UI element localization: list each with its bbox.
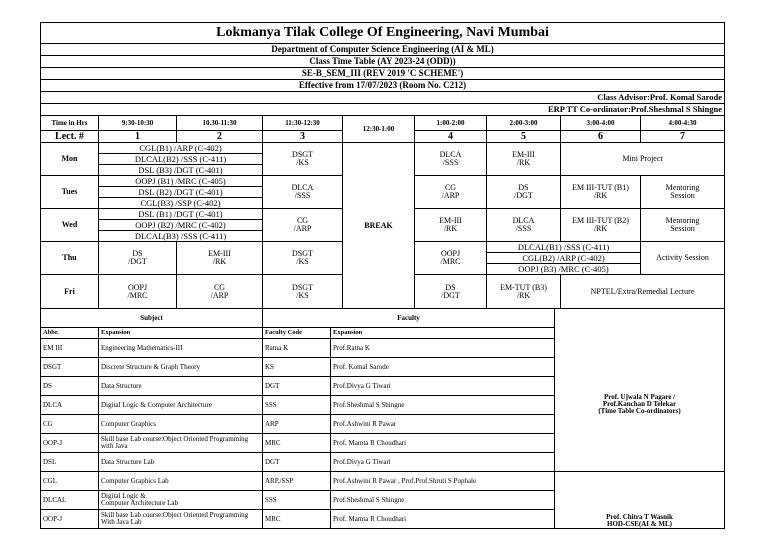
subject-abbr: DSGT [41, 358, 99, 377]
faculty-code: MRC [263, 434, 331, 453]
faculty-code: ARP,/SSP [263, 472, 331, 491]
faculty-expansion: Prof.Ashwini R Pawar , Prof.Prof.Shruti S Pophale [331, 472, 555, 491]
coordinators-note: Prof. Ujwala N Pagare / Prof.Kanchan D Telekar (Time Table Co-ordinators) [555, 339, 725, 472]
lab-slot: OOPJ (B3) /MRC (C-405) [518, 264, 609, 274]
lab-slot: DLCAL(B1) /SSS (C-411) [487, 242, 640, 253]
day-thu: Thu [41, 242, 99, 275]
time-slot: 10.30-11:30 [177, 116, 263, 131]
timetable-title: Class Time Table (AY 2023-24 (ODD)) [41, 56, 725, 68]
erp-coordinator: ERP TT Co-ordinator:Prof.Sheshmal S Shingne [41, 104, 725, 116]
time-slot: 12:30-1:00 [343, 116, 415, 143]
tutorial-cell: EM-TUT (B3) /RK [487, 275, 561, 309]
subject-heading: Subject [41, 309, 263, 328]
subject-abbr: OOP-J [41, 510, 99, 529]
lab-batches [99, 176, 263, 209]
blank-cell [555, 328, 725, 339]
time-slot: 1:00-2:00 [415, 116, 487, 131]
lect-number: 5 [487, 131, 561, 143]
day-tue: Tues [41, 176, 99, 209]
class-advisor: Class Advisor:Prof. Komal Sarode [41, 92, 725, 104]
faculty-expansion: Prof.Divya G Tiwari [331, 453, 555, 472]
lecture-cell: DLCA /SSS [263, 176, 343, 209]
subject-expansion: Computer Graphics [99, 415, 263, 434]
subject-expansion: Discrete Structure & Graph Theory [99, 358, 263, 377]
subject-abbr: CG [41, 415, 99, 434]
col-abbr: Abbr. [41, 328, 99, 339]
mentoring-cell: Mentoring Session [641, 176, 725, 209]
subject-abbr: DLCA [41, 396, 99, 415]
lecture-cell: CG /ARP [263, 209, 343, 242]
lab-slot: DLCAL(B2) /SSS (C-411) [99, 154, 262, 165]
break-cell: BREAK [343, 143, 415, 309]
lecture-cell: CG /ARP [177, 275, 263, 309]
subject-expansion: Skill base Lab course:Object Oriented Programming with Java [99, 434, 263, 453]
time-slot: 9:30-10:30 [99, 116, 177, 131]
time-slot: 3:00-4:00 [561, 116, 641, 131]
faculty-expansion: Prof.Sheshmal S Shingne [331, 491, 555, 510]
lecture-cell: OOPJ /MRC [415, 242, 487, 275]
lect-number: 2 [177, 131, 263, 143]
faculty-code: KS [263, 358, 331, 377]
lecture-cell: EM-III /RK [177, 242, 263, 275]
lect-number: 7 [641, 131, 725, 143]
class-name: SE-B_SEM_III (REV 2019 'C SCHEME') [41, 68, 725, 80]
lecture-cell: DLCA /SSS [415, 143, 487, 176]
legend-table [40, 308, 725, 529]
lab-batches [487, 242, 641, 275]
legend-row [41, 339, 725, 358]
lab-slot: DSL (B1) /DGT (C-401) [99, 209, 262, 220]
time-slot: 11:30-12:30 [263, 116, 343, 131]
lab-slot: DSL (B3) /DGT (C-401) [138, 165, 223, 175]
time-label: Time in Hrs [41, 116, 99, 131]
mentoring-cell: Mentoring Session [641, 209, 725, 242]
col-faculty-expansion: Expansion [331, 328, 555, 339]
day-wed: Wed [41, 209, 99, 242]
faculty-expansion: Prof. Komal Sarode [331, 358, 555, 377]
faculty-expansion: Prof.Ashwini R Pawar [331, 415, 555, 434]
time-slot: 4:00-4:30 [641, 116, 725, 131]
timetable-table [40, 22, 725, 309]
tutorial-cell: EM III-TUT (B2) /RK [561, 209, 641, 242]
lecture-cell: DSGT /KS [263, 242, 343, 275]
subject-expansion: Data Structure Lab [99, 453, 263, 472]
faculty-expansion: Prof.Divya G Tiwari [331, 377, 555, 396]
blank-cell [555, 309, 725, 328]
timetable-sheet [40, 22, 724, 529]
faculty-code: DGT [263, 377, 331, 396]
faculty-code: MRC [263, 510, 331, 529]
nptel-cell: NPTEL/Extra/Remedial Lecture [561, 275, 725, 309]
faculty-code: SSS [263, 396, 331, 415]
faculty-heading: Faculty [263, 309, 555, 328]
hod-note: Prof. Chitra T Wasnik HOD-CSE(AI & ML) [555, 472, 725, 529]
tutorial-cell: EM III-TUT (B1) /RK [561, 176, 641, 209]
lect-number: 3 [263, 131, 343, 143]
lab-slot: CGL(B2) /ARP (C-402) [487, 253, 640, 264]
col-expansion: Expansion [99, 328, 263, 339]
lect-number: 6 [561, 131, 641, 143]
lecture-cell: OOPJ /MRC [99, 275, 177, 309]
subject-expansion: Computer Graphics Lab [99, 472, 263, 491]
lecture-cell: DSGT /KS [263, 275, 343, 309]
subject-abbr: OOP-J [41, 434, 99, 453]
activity-cell: Activity Session [641, 242, 725, 275]
subject-abbr: DS [41, 377, 99, 396]
lab-slot: CGL(B1) /ARP (C-402) [99, 143, 262, 154]
faculty-expansion: Prof. Mamta R Choudhari [331, 434, 555, 453]
lab-batches [99, 209, 263, 242]
faculty-code: ARP [263, 415, 331, 434]
legend-row [41, 472, 725, 491]
subject-expansion: Digital Logic & Computer Architecture Lab [99, 491, 263, 510]
subject-expansion: Digital Logic & Computer Architecture [99, 396, 263, 415]
lecture-cell: DLCA /SSS [487, 209, 561, 242]
lab-slot: CGL(B3) /SSP (C-402) [140, 198, 221, 208]
lecture-cell: DS /DGT [487, 176, 561, 209]
lecture-cell: CG /ARP [415, 176, 487, 209]
lecture-cell: DS /DGT [99, 242, 177, 275]
subject-abbr: CGL [41, 472, 99, 491]
day-fri: Fri [41, 275, 99, 309]
lab-batches [99, 143, 263, 176]
faculty-expansion: Prof. Mamta R Choudhari [331, 510, 555, 529]
subject-expansion: Skill base Lab course:Object Oriented Programming With Java Lab [99, 510, 263, 529]
subject-abbr: DSL [41, 453, 99, 472]
lecture-cell: DSGT /KS [263, 143, 343, 176]
lab-slot: DLCAL(B3) /SSS (C-411) [134, 231, 227, 241]
lect-number: 4 [415, 131, 487, 143]
faculty-code: SSS [263, 491, 331, 510]
faculty-code: Ratna K [263, 339, 331, 358]
col-faculty-code: Faculty Code [263, 328, 331, 339]
lecture-cell: DS /DGT [415, 275, 487, 309]
subject-abbr: DLCAL [41, 491, 99, 510]
lect-label: Lect. # [41, 131, 99, 143]
lab-slot: OOPJ (B1) /MRC (C-405) [99, 176, 262, 187]
time-slot: 2:00-3:00 [487, 116, 561, 131]
faculty-code: DGT [263, 453, 331, 472]
subject-expansion: Engineering Mathematics-III [99, 339, 263, 358]
mini-project-cell: Mini Project [561, 143, 725, 176]
subject-abbr: EM III [41, 339, 99, 358]
subject-expansion: Data Structure [99, 377, 263, 396]
faculty-expansion: Prof.Sheshmal S Shingne [331, 396, 555, 415]
lecture-cell: EM-III /RK [487, 143, 561, 176]
lab-slot: OOPJ (B2) /MRC (C-402) [99, 220, 262, 231]
faculty-expansion: Prof.Ratna K [331, 339, 555, 358]
effective-date: Effective from 17/07/2023 (Room No. C212) [41, 80, 725, 92]
day-mon: Mon [41, 143, 99, 176]
department-name: Department of Computer Science Engineering (AI & ML) [41, 44, 725, 56]
lecture-cell: EM-III /RK [415, 209, 487, 242]
lect-number: 1 [99, 131, 177, 143]
lab-slot: DSL (B2) /DGT (C-401) [99, 187, 262, 198]
college-name: Lokmanya Tilak College Of Engineering, Navi Mumbai [41, 23, 725, 44]
